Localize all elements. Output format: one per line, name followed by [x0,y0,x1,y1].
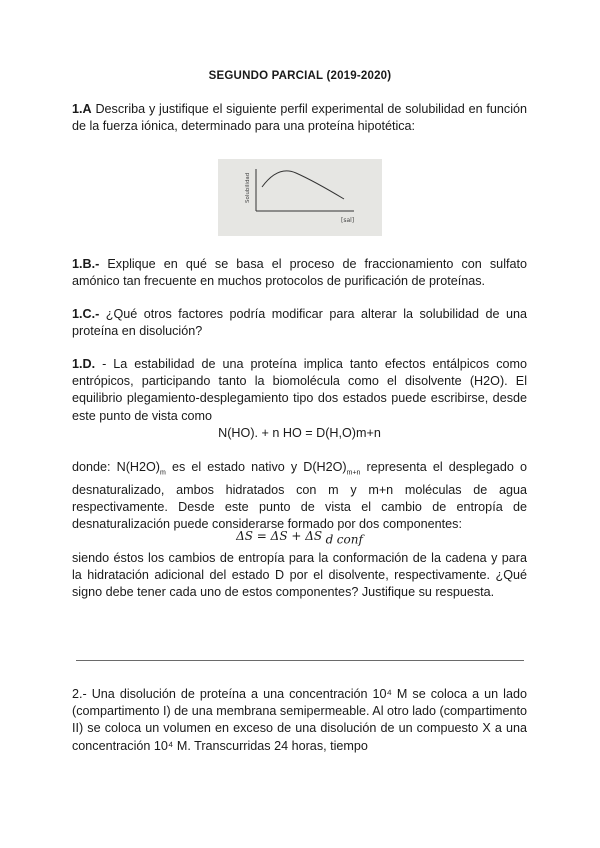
definition-sub-mn: m+n [346,469,361,477]
solubility-curve [262,171,344,199]
question-1a [72,101,527,135]
question-1d-label: 1.D. [72,357,96,371]
entropy-equation-text: ΔS = ΔS + ΔS [236,529,323,543]
question-1b [72,256,527,290]
y-axis-label: Solubilidad [245,172,251,203]
entropy-sub-d: d [325,532,334,547]
question-1c-text: ¿Qué otros factores podría modificar para alterar la solubilidad de una proteína en disolución? [72,307,527,339]
definition-part-3: representa el desplegado o desnaturalizado, ambos hidratados con m y m+n moléculas de agua respectivamente. Desde este punto de vista el cambio de entropía de desnaturalización puede considerarse formado por dos componentes: [72,460,527,532]
question-1d [72,356,527,425]
question-1a-text: Describa y justifique el siguiente perfil experimental de solubilidad en función de la fuerza iónica, determinado para una proteína hipotética: [72,102,528,134]
entropy-sub-conf: conf [336,532,363,547]
question-1c-label: 1.C.- [72,307,100,321]
question-1a-label: 1.A [72,102,92,116]
definition-part-2: es el estado nativo y D(H2O) [165,460,347,474]
question-1d-text: - La estabilidad de una proteína implica tanto efectos entálpicos como entrópicos, participando tanto la biomolécula como el disolvente (H2O). El equilibrio plegamiento-desplegamiento tipo dos estados puede escribirse, desde este punto de vista como [72,357,527,423]
page-title: SEGUNDO PARCIAL (2019-2020) [208,70,392,82]
solubility-plot [218,159,382,236]
question-1b-text: Explique en qué se basa el proceso de fraccionamiento con sulfato amónico tan frecuente en muchos protocolos de purificación de proteínas. [72,257,527,289]
definition-part-1: donde: N(H2O) [72,460,160,474]
entropy-equation [72,528,527,549]
folding-equation: N(HO). + n HO = D(H,O)m+n [218,426,381,440]
question-2: 2.- Una disolución de proteína a una concentración 10⁴ M se coloca a un lado (compartimento I) de una membrana semipermeable. Al otro lado (compartimento II) se coloca un volumen en exceso de una disolución de un compuesto X a una concentración 10⁴ M. Transcurridas 24 horas, tiempo [72,687,527,753]
solubility-figure [218,159,382,236]
x-axis-label: [sal] [341,217,355,224]
question-1d-closing: siendo éstos los cambios de entropía para la conformación de la cadena y para la hidratación adicional del estado D por el disolvente, respectivamente. ¿Qué signo debe tener cada uno de estos componentes? Justifique su respuesta. [72,551,527,600]
section-divider [76,660,524,661]
question-1c [72,306,527,340]
definition-sub-m: m [160,469,166,477]
question-1d-definition [72,459,527,533]
question-1b-label: 1.B.- [72,257,100,271]
